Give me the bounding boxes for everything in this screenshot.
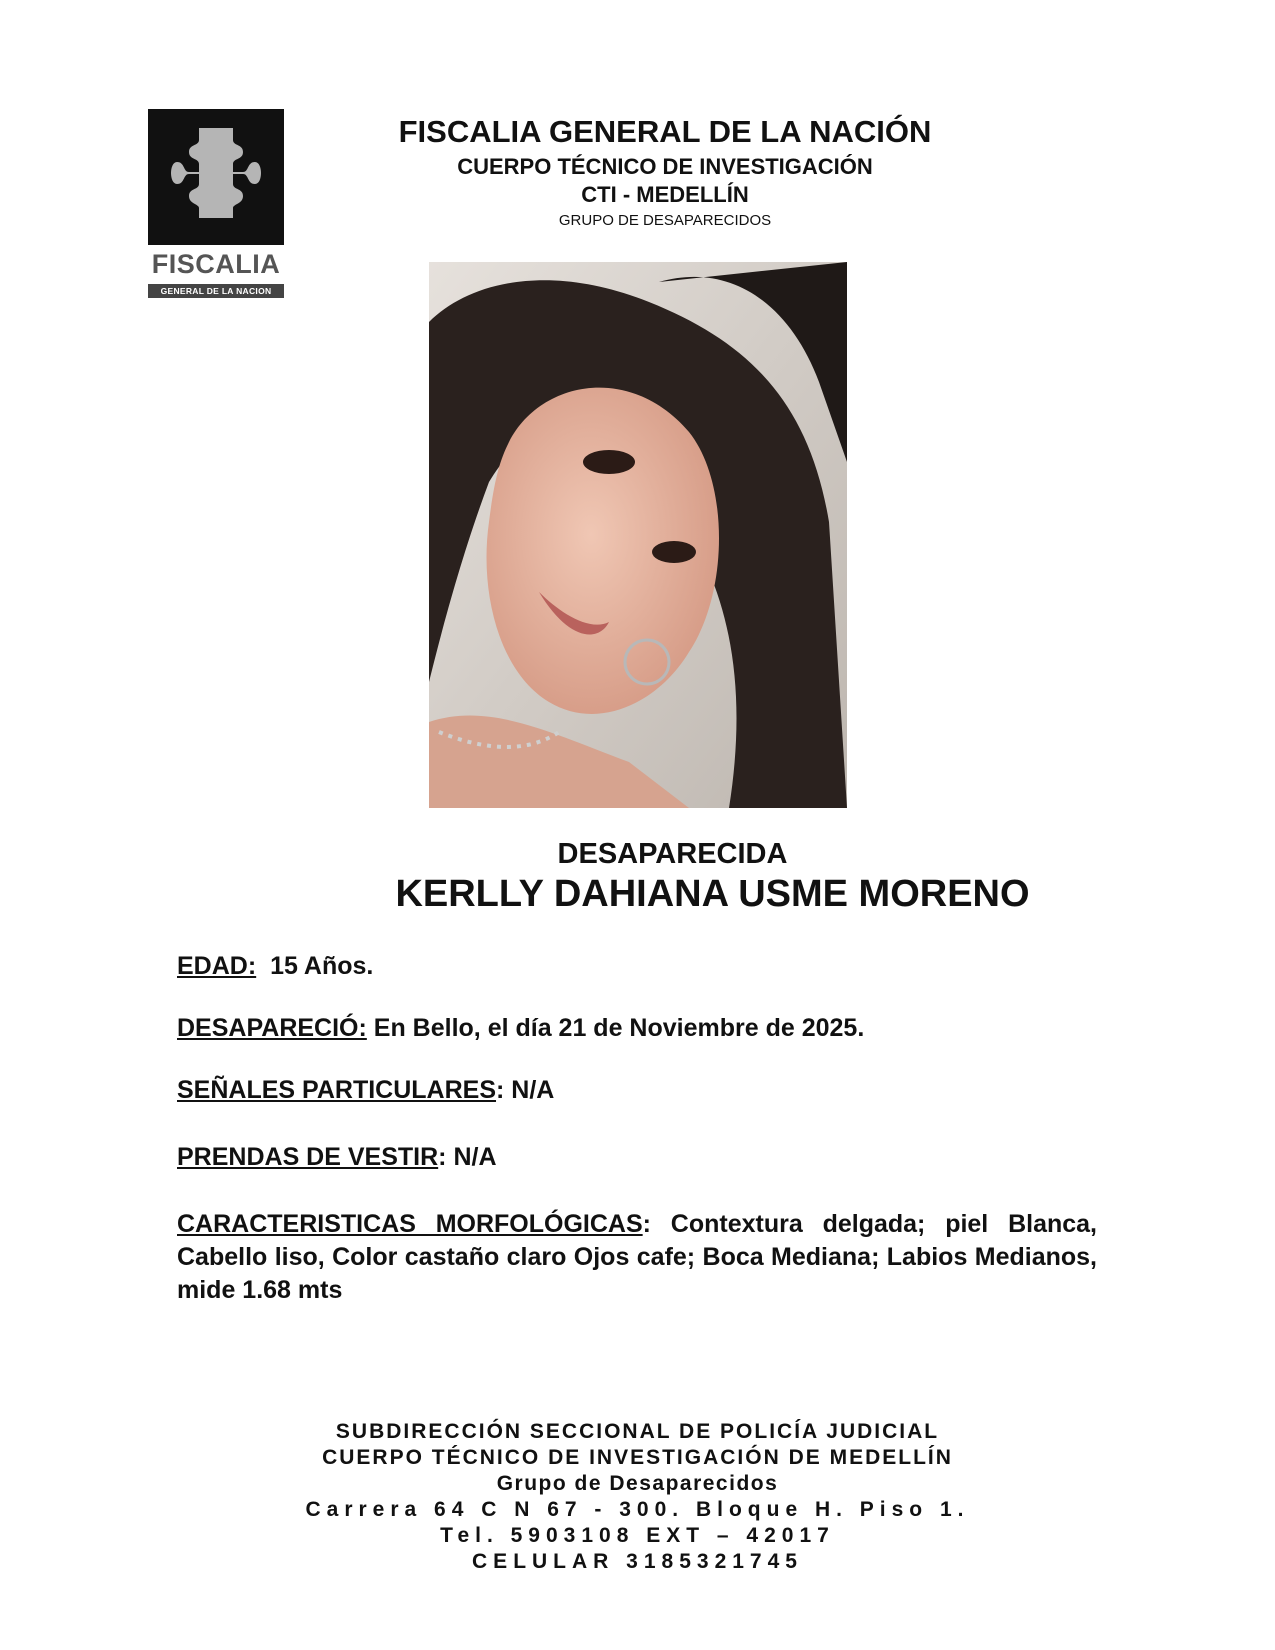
field-desaparecio	[177, 1012, 1097, 1045]
edad-value: 15 Años.	[256, 952, 374, 980]
footer-cuerpo: CUERPO TÉCNICO DE INVESTIGACIÓN DE MEDELLÍN	[322, 1446, 953, 1469]
status-title: DESAPARECIDA	[557, 838, 788, 870]
prendas-value: : N/A	[438, 1143, 497, 1171]
portrait-illustration	[429, 262, 847, 808]
header-department: CUERPO TÉCNICO DE INVESTIGACIÓN	[457, 154, 873, 179]
field-caracteristicas	[177, 1208, 1097, 1307]
footer-grupo: Grupo de Desaparecidos	[496, 1472, 779, 1495]
person-name: KERLLY DAHIANA USME MORENO	[395, 873, 1030, 915]
footer-address: Carrera 64 C N 67 - 300. Bloque H. Piso 1.	[305, 1498, 970, 1521]
field-edad	[177, 950, 1097, 983]
header-office: CTI - MEDELLÍN	[581, 182, 749, 207]
prendas-label: PRENDAS DE VESTIR	[177, 1143, 439, 1171]
logo-wordmark: FISCALIA	[151, 249, 281, 279]
footer-subdireccion: SUBDIRECCIÓN SECCIONAL DE POLICÍA JUDICIAL	[335, 1420, 940, 1443]
caracteristicas-value: : Contextura delgada; piel Blanca, Cabello liso, Color castaño claro Ojos cafe; Boca Mediana; Labios Medianos, mide 1.68 mts	[177, 1210, 1098, 1304]
senales-value: : N/A	[496, 1076, 555, 1104]
field-prendas	[177, 1141, 1097, 1174]
logo-subtitle: GENERAL DE LA NACION	[148, 284, 284, 298]
header-group: GRUPO DE DESAPARECIDOS	[558, 212, 772, 229]
fiscalia-logo	[148, 109, 284, 299]
edad-label: EDAD:	[177, 952, 257, 980]
desaparecio-label: DESAPARECIÓ:	[177, 1014, 367, 1042]
puzzle-piece-icon	[171, 122, 261, 232]
logo-box	[148, 109, 284, 245]
desaparecio-value: En Bello, el día 21 de Noviembre de 2025.	[366, 1014, 865, 1042]
field-senales	[177, 1074, 1097, 1107]
footer-phone: Tel. 5903108 EXT – 42017	[440, 1524, 835, 1547]
caracteristicas-label: CARACTERISTICAS MORFOLÓGICAS	[177, 1210, 643, 1238]
senales-label: SEÑALES PARTICULARES	[177, 1076, 497, 1104]
footer-mobile: CELULAR 3185321745	[472, 1550, 803, 1573]
header-institution: FISCALIA GENERAL DE LA NACIÓN	[398, 114, 932, 149]
missing-person-photo	[429, 262, 847, 808]
